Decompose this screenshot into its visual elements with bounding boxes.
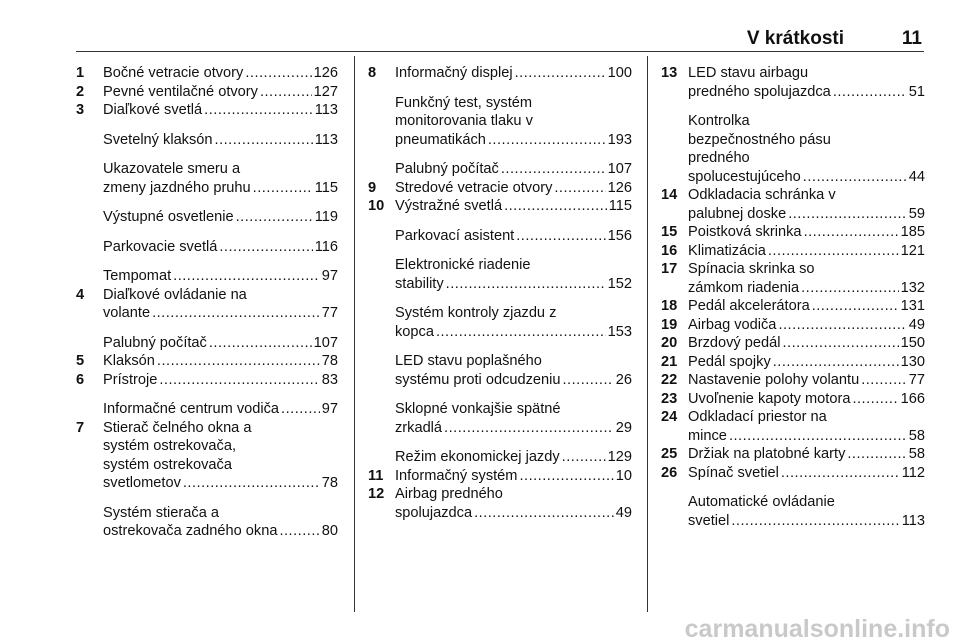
entry-last-line xyxy=(103,304,338,323)
dot-leader xyxy=(215,131,313,150)
entry-text: ostrekovača zadného okna xyxy=(103,523,278,539)
entry-text: svetiel xyxy=(688,512,730,529)
item-number: 3 xyxy=(76,102,85,118)
entry-text: Airbag predného xyxy=(395,486,503,502)
index-entry xyxy=(661,493,925,530)
dot-leader xyxy=(833,83,907,102)
entry-last-line xyxy=(688,334,925,353)
dot-leader xyxy=(183,474,320,493)
dot-leader xyxy=(562,371,613,390)
entry-text: palubnej doske xyxy=(688,205,787,222)
entry-last-line xyxy=(103,371,338,390)
index-entry xyxy=(76,131,338,150)
entry-last-line xyxy=(395,448,632,467)
entry-text: Pedál akcelerátora xyxy=(688,298,810,314)
index-entry xyxy=(76,83,338,102)
dot-leader xyxy=(515,64,606,83)
entry-text: Odkladacia schránka v xyxy=(688,187,836,203)
entry-last-line xyxy=(395,160,632,179)
dot-leader xyxy=(245,64,311,83)
index-entry xyxy=(661,353,925,372)
page-reference: 113 xyxy=(314,102,338,118)
page-reference: 152 xyxy=(607,275,632,292)
entry-text: Informačné centrum vodiča xyxy=(103,401,280,417)
index-column-1 xyxy=(76,64,338,541)
page-reference: 78 xyxy=(321,353,338,369)
page-reference: 156 xyxy=(607,227,632,244)
item-number: 5 xyxy=(76,353,85,369)
index-entry xyxy=(76,267,338,286)
dot-leader xyxy=(209,334,312,353)
entry-last-line xyxy=(688,427,925,446)
entry-text: Ukazovatele smeru a xyxy=(103,161,241,177)
entry-text: Spínacia skrinka so xyxy=(688,261,815,277)
dot-leader xyxy=(729,427,907,446)
index-entry xyxy=(661,297,925,316)
item-number: 2 xyxy=(76,83,85,100)
index-entry xyxy=(76,419,338,493)
entry-last-line xyxy=(688,83,925,102)
item-number: 10 xyxy=(368,198,385,214)
index-entry xyxy=(368,160,632,179)
dot-leader xyxy=(260,83,312,102)
dot-leader xyxy=(768,242,899,261)
page-reference: 49 xyxy=(615,504,632,521)
entry-last-line xyxy=(103,208,338,227)
page-reference: 97 xyxy=(321,268,338,284)
index-entry xyxy=(661,64,925,101)
page-reference: 126 xyxy=(313,65,338,81)
entry-text: zrkadlá xyxy=(395,419,443,436)
page-reference: 83 xyxy=(321,371,338,388)
entry-text: Držiak na platobné karty xyxy=(688,446,846,462)
index-entry xyxy=(76,334,338,353)
entry-last-line xyxy=(688,223,925,242)
dot-leader xyxy=(847,445,906,464)
entry-last-line xyxy=(103,131,338,150)
index-column-2 xyxy=(368,64,632,522)
entry-text: systém ostrekovača xyxy=(103,456,232,473)
entry-last-line xyxy=(103,267,338,286)
dot-leader xyxy=(861,371,907,390)
index-entry xyxy=(368,352,632,389)
page-reference: 166 xyxy=(900,390,925,407)
page-reference: 100 xyxy=(607,65,632,81)
entry-text: stability xyxy=(395,275,444,292)
index-entry xyxy=(76,238,338,257)
page-reference: 129 xyxy=(607,449,632,465)
entry-text: systému proti odcudzeniu xyxy=(395,371,561,388)
index-entry xyxy=(661,186,925,223)
entry-text: Pevné ventilačné otvory xyxy=(103,83,258,100)
entry-text: Svetelný klaksón xyxy=(103,131,213,148)
entry-last-line xyxy=(688,464,925,483)
entry-last-line xyxy=(103,64,338,83)
index-entry xyxy=(76,101,338,120)
item-number: 20 xyxy=(661,335,678,351)
entry-text: Diaľkové svetlá xyxy=(103,102,203,118)
dot-leader xyxy=(516,227,605,246)
dot-leader xyxy=(444,419,614,438)
entry-text: Informačný displej xyxy=(395,65,513,81)
page-reference: 185 xyxy=(900,224,925,240)
page-number: 11 xyxy=(901,28,922,49)
entry-text: Airbag vodiča xyxy=(688,316,777,333)
entry-last-line xyxy=(395,504,632,523)
entry-last-line xyxy=(395,197,632,216)
entry-text: Automatické ovládanie xyxy=(688,494,835,510)
page-reference: 97 xyxy=(321,401,338,417)
entry-text: Brzdový pedál xyxy=(688,335,781,351)
entry-text: Klimatizácia xyxy=(688,242,766,259)
item-number: 7 xyxy=(76,419,85,436)
index-entry xyxy=(368,400,632,437)
item-number: 16 xyxy=(661,242,678,259)
dot-leader xyxy=(219,238,312,257)
entry-last-line xyxy=(688,297,925,316)
entry-last-line xyxy=(395,64,632,83)
entry-last-line xyxy=(395,227,632,246)
page-reference: 49 xyxy=(908,316,925,333)
dot-leader xyxy=(159,371,319,390)
entry-text: spolucestujúceho xyxy=(688,168,801,185)
item-number: 25 xyxy=(661,446,678,462)
dot-leader xyxy=(773,353,899,372)
index-entry xyxy=(661,260,925,297)
dot-leader xyxy=(788,205,907,224)
dot-leader xyxy=(803,168,907,187)
dot-leader xyxy=(279,522,319,541)
item-number: 9 xyxy=(368,179,377,196)
item-number: 24 xyxy=(661,409,678,425)
index-entry xyxy=(661,316,925,335)
index-entry xyxy=(368,94,632,150)
page-reference: 44 xyxy=(908,168,925,185)
page-reference: 132 xyxy=(900,279,925,296)
dot-leader xyxy=(519,467,613,486)
entry-last-line xyxy=(688,168,925,187)
watermark-logo: carmanualsonline.info xyxy=(684,615,950,643)
entry-text: Uvoľnenie kapoty motora xyxy=(688,390,851,407)
entry-last-line xyxy=(103,179,338,198)
item-number: 18 xyxy=(661,298,678,314)
column-divider-2 xyxy=(647,56,648,612)
entry-text: Stierač čelného okna a xyxy=(103,419,252,436)
entry-text: Parkovacie svetlá xyxy=(103,238,218,255)
entry-text: Parkovací asistent xyxy=(395,227,515,244)
dot-leader xyxy=(801,279,899,298)
page-reference: 193 xyxy=(607,131,632,148)
index-entry xyxy=(368,179,632,198)
index-entry xyxy=(76,504,338,541)
entry-text: LED stavu airbagu xyxy=(688,65,809,81)
entry-text: Nastavenie polohy volantu xyxy=(688,372,860,388)
entry-text: volante xyxy=(103,305,151,321)
dot-leader xyxy=(173,267,320,286)
item-number: 6 xyxy=(76,371,85,388)
item-number: 13 xyxy=(661,65,678,81)
item-number: 23 xyxy=(661,390,678,407)
entry-last-line xyxy=(395,371,632,390)
entry-text: LED stavu poplašného xyxy=(395,353,542,369)
entry-text: Systém kontroly zjazdu z xyxy=(395,305,557,321)
index-entry xyxy=(368,64,632,83)
entry-text: mince xyxy=(688,427,727,444)
entry-last-line xyxy=(103,238,338,257)
item-number: 15 xyxy=(661,224,678,240)
entry-text: systém ostrekovača, xyxy=(103,438,237,454)
entry-last-line xyxy=(395,323,632,342)
entry-last-line xyxy=(395,275,632,294)
page-reference: 51 xyxy=(908,83,925,100)
entry-text: Tempomat xyxy=(103,268,172,284)
page-reference: 127 xyxy=(313,83,338,100)
entry-last-line xyxy=(103,474,338,493)
entry-last-line xyxy=(688,512,925,531)
entry-text: svetlometov xyxy=(103,475,181,491)
page-reference: 113 xyxy=(901,512,925,529)
index-entry xyxy=(76,352,338,371)
dot-leader xyxy=(504,197,607,216)
dot-leader xyxy=(436,323,606,342)
entry-text: zámkom riadenia xyxy=(688,279,800,296)
entry-text: kopca xyxy=(395,323,434,340)
page-reference: 112 xyxy=(901,464,925,481)
page-reference: 58 xyxy=(908,427,925,444)
column-divider-1 xyxy=(354,56,355,612)
item-number: 22 xyxy=(661,372,678,388)
index-entry xyxy=(368,448,632,467)
dot-leader xyxy=(253,179,313,198)
entry-last-line xyxy=(688,242,925,261)
page-reference: 130 xyxy=(900,353,925,370)
entry-last-line xyxy=(103,334,338,353)
dot-leader xyxy=(488,131,606,150)
chapter-title: V krátkosti xyxy=(746,28,844,49)
entry-last-line xyxy=(688,205,925,224)
dot-leader xyxy=(778,316,906,335)
page-reference: 121 xyxy=(900,242,925,259)
entry-last-line xyxy=(395,419,632,438)
index-entry xyxy=(661,334,925,353)
entry-text: Palubný počítač xyxy=(103,334,207,351)
index-entry xyxy=(76,286,338,323)
item-number: 17 xyxy=(661,261,678,277)
index-column-3 xyxy=(661,64,925,530)
dot-leader xyxy=(204,101,313,120)
page-reference: 29 xyxy=(615,419,632,436)
page-reference: 115 xyxy=(608,198,632,214)
dot-leader xyxy=(852,390,898,409)
page-reference: 80 xyxy=(321,523,338,539)
index-entry xyxy=(661,390,925,409)
entry-text: Palubný počítač xyxy=(395,161,499,177)
page-reference: 116 xyxy=(314,238,338,255)
index-entry xyxy=(368,197,632,216)
page-reference: 59 xyxy=(908,205,925,222)
entry-text: Spínač svetiel xyxy=(688,464,779,481)
entry-text: Klaksón xyxy=(103,353,155,369)
entry-text: Pedál spojky xyxy=(688,353,771,370)
item-number: 14 xyxy=(661,187,678,203)
entry-last-line xyxy=(103,352,338,371)
dot-leader xyxy=(152,304,320,323)
entry-text: Elektronické riadenie xyxy=(395,257,531,273)
index-entry xyxy=(661,223,925,242)
entry-last-line xyxy=(103,101,338,120)
page-reference: 126 xyxy=(607,179,632,196)
index-entry xyxy=(76,64,338,83)
entry-last-line xyxy=(688,353,925,372)
item-number: 26 xyxy=(661,464,678,481)
entry-text: Systém stierača a xyxy=(103,504,219,521)
item-number: 21 xyxy=(661,353,678,370)
entry-text: Prístroje xyxy=(103,371,158,388)
entry-text: Poistková skrinka xyxy=(688,224,802,240)
page-reference: 78 xyxy=(321,475,338,491)
entry-text: spolujazdca xyxy=(395,504,473,521)
dot-leader xyxy=(501,160,606,179)
index-entry xyxy=(76,160,338,197)
index-entry xyxy=(368,467,632,486)
item-number: 1 xyxy=(76,65,85,81)
entry-last-line xyxy=(688,371,925,390)
item-number: 4 xyxy=(76,286,85,303)
dot-leader xyxy=(731,512,899,531)
entry-text: Režim ekonomickej jazdy xyxy=(395,449,560,465)
index-entry xyxy=(661,112,925,186)
page-header xyxy=(0,0,960,56)
page-reference: 77 xyxy=(321,305,338,321)
dot-leader xyxy=(782,334,898,353)
dot-leader xyxy=(157,352,320,371)
entry-text: predného spolujazdca xyxy=(688,83,831,100)
header-rule xyxy=(76,51,924,52)
index-entry xyxy=(368,485,632,522)
page-reference: 10 xyxy=(615,467,632,484)
entry-text: bezpečnostného pásu xyxy=(688,131,831,148)
entry-last-line xyxy=(688,390,925,409)
entry-text: Stredové vetracie otvory xyxy=(395,179,553,196)
entry-text: Kontrolka xyxy=(688,113,750,129)
page-reference: 58 xyxy=(908,446,925,462)
entry-text: Funkčný test, systém xyxy=(395,94,533,111)
index-entry xyxy=(661,464,925,483)
entry-text: pneumatikách xyxy=(395,131,486,148)
entry-text: Výstražné svetlá xyxy=(395,198,503,214)
index-entry xyxy=(661,445,925,464)
entry-text: Diaľkové ovládanie na xyxy=(103,286,247,303)
dot-leader xyxy=(236,208,313,227)
entry-last-line xyxy=(395,179,632,198)
dot-leader xyxy=(554,179,605,198)
index-entry xyxy=(661,242,925,261)
dot-leader xyxy=(281,400,320,419)
page-reference: 107 xyxy=(313,334,338,351)
index-entry xyxy=(368,227,632,246)
index-entry xyxy=(368,304,632,341)
page-reference: 77 xyxy=(908,372,925,388)
entry-text: Odkladací priestor na xyxy=(688,409,827,425)
entry-last-line xyxy=(103,400,338,419)
entry-text: Výstupné osvetlenie xyxy=(103,209,234,225)
index-entry xyxy=(661,371,925,390)
dot-leader xyxy=(474,504,614,523)
item-number: 12 xyxy=(368,486,385,502)
page-reference: 131 xyxy=(900,298,925,314)
page-reference: 153 xyxy=(607,323,632,340)
entry-text: Bočné vetracie otvory xyxy=(103,65,244,81)
item-number: 8 xyxy=(368,65,377,81)
item-number: 11 xyxy=(368,467,384,484)
index-entry xyxy=(368,256,632,293)
item-number: 19 xyxy=(661,316,678,333)
entry-last-line xyxy=(395,131,632,150)
entry-text: monitorovania tlaku v xyxy=(395,113,533,129)
dot-leader xyxy=(804,223,899,242)
entry-text: Informačný systém xyxy=(395,467,518,484)
dot-leader xyxy=(781,464,900,483)
index-entry xyxy=(76,208,338,227)
page-reference: 113 xyxy=(314,131,338,148)
index-entry xyxy=(661,408,925,445)
page-reference: 26 xyxy=(615,371,632,388)
page-reference: 150 xyxy=(900,335,925,351)
entry-last-line xyxy=(688,279,925,298)
index-entry xyxy=(76,371,338,390)
page-reference: 107 xyxy=(607,161,632,177)
entry-last-line xyxy=(688,445,925,464)
dot-leader xyxy=(446,275,606,294)
entry-last-line xyxy=(688,316,925,335)
entry-text: zmeny jazdného pruhu xyxy=(103,179,251,196)
page-reference: 119 xyxy=(314,209,338,225)
dot-leader xyxy=(812,297,899,316)
entry-last-line xyxy=(395,467,632,486)
entry-last-line xyxy=(103,522,338,541)
page-reference: 115 xyxy=(314,179,338,196)
index-entry xyxy=(76,400,338,419)
entry-last-line xyxy=(103,83,338,102)
entry-text: Sklopné vonkajšie spätné xyxy=(395,401,561,417)
dot-leader xyxy=(562,448,606,467)
entry-text: predného xyxy=(688,150,750,166)
